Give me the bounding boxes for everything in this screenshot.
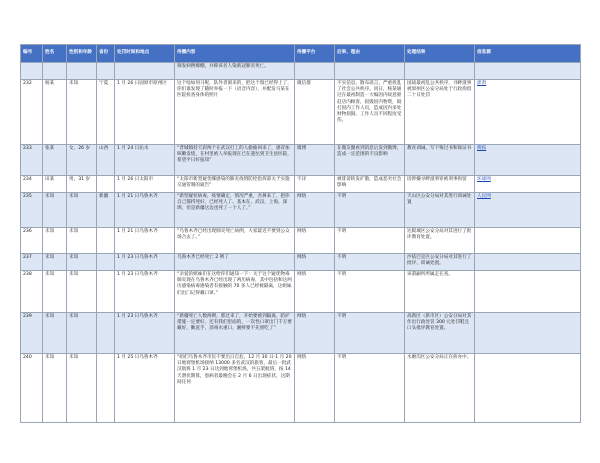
cell-consequence: 不实信息，散布谣言，严重扰乱了社会公共秩序。同日，杨某通过在最初制造一大编因内故意驱赶店内顾客，损毁因内物资，殴打因内工作人员，造成因内多处财物损毁、工作人员不同程度受伤。 — [335, 80, 405, 145]
cell-name: 田某 — [43, 176, 67, 193]
cell-result: 该莆嗣所所属走在查。 — [405, 271, 475, 313]
cell-consequence: 在微友圈看到消息后发到微博，造成一定范围的不良影响 — [335, 145, 405, 176]
cell-content: “乌鲁木齐已经出现肺炎死亡病例，大家最近不要到公众场合去了。” — [175, 228, 295, 254]
cell-time-place: 1 月 26 日固原市原州区 — [115, 80, 175, 145]
cell-platform: 网络 — [295, 354, 335, 423]
cell-province — [97, 228, 115, 254]
source-link[interactable]: 澎湃 — [475, 80, 581, 145]
cell-gender-age: 未知 — [67, 271, 97, 313]
source-link[interactable]: 搜狐 — [475, 145, 581, 176]
cell-source — [475, 271, 581, 313]
column-header-name: 姓名 — [43, 45, 67, 63]
cell-id: 238 — [21, 271, 43, 313]
cell-time-place: 1 月 21 日乌鲁木齐 — [115, 193, 175, 228]
cell-platform: 微信群 — [295, 80, 335, 145]
table-row — [21, 271, 581, 313]
column-header-result: 处理结果 — [405, 45, 475, 63]
cell-name: 未知 — [43, 313, 67, 354]
cell-content: “太阳市新型疑优哪感染的肺炎疫情防控指挥部关于实施交通管制的通告” — [175, 176, 295, 193]
cell-name: 未知 — [43, 254, 67, 271]
cell-gender-age: 未知 — [67, 228, 97, 254]
cell-province: 宁夏 — [97, 80, 115, 145]
cell-result — [405, 63, 475, 80]
source-link[interactable]: 环球网 — [475, 176, 581, 193]
cell-gender-age: 未知 — [67, 354, 97, 423]
cell-time-place: 1 月 26 日太阳市 — [115, 176, 175, 193]
cell-id: 234 — [21, 176, 43, 193]
cell-id: 236 — [21, 228, 43, 254]
cell-gender-age: 男，31 岁 — [67, 176, 97, 193]
cell-content: “新疆死亡人数两例，那过来了，开始要被到隔离，防护措施一定要好，还有我们里面的，一次性口罩出门千万要戴好，勤洗手，消毒水重口，湘鲜要不先别吃了” — [175, 313, 295, 354]
cell-time-place — [115, 63, 175, 80]
cell-content: “晋城镇持天彩两个在武汉打工的人偷偷回来了，感冒加咳嗽发烧，在村里被人举报现在已在遗往到卫生县医院，希望平日好报知” — [175, 145, 295, 176]
column-header-province: 省份 — [97, 45, 115, 63]
column-header-gender-age: 性别和年龄 — [67, 45, 97, 63]
source-link[interactable]: 人民网 — [475, 193, 581, 228]
table-row — [21, 145, 581, 176]
cell-result: 教育训诫，写下悔过书和保证书 — [405, 145, 475, 176]
cell-id: 235 — [21, 193, 43, 228]
cell-platform — [295, 63, 335, 80]
column-header-consequence: 后果、理由 — [335, 45, 405, 63]
cell-platform: 网络 — [295, 313, 335, 354]
cell-result: 沙依巴克区公安分局对其进行了批评、训诫处置。 — [405, 254, 475, 271]
cell-province: 新疆 — [97, 193, 115, 228]
table-row — [21, 313, 581, 354]
cell-platform: 网络 — [295, 228, 335, 254]
cell-platform: 网络 — [295, 271, 335, 313]
cell-consequence — [335, 63, 405, 80]
cell-name: 未知 — [43, 271, 67, 313]
cell-gender-age: 未知 — [67, 254, 97, 271]
cell-time-place: 1 月 21 日乌鲁木齐 — [115, 228, 175, 254]
column-header-id: 编号 — [21, 45, 43, 63]
cell-platform: 不详 — [295, 176, 335, 193]
table-header-row — [21, 45, 581, 63]
cell-content: 这个啥如何马呢，队外者洞来的，把这个瑞已经得上了，你们谁发现了随时举报一下（语音内容），并配发马某在医院检查身体的照片 — [175, 80, 295, 145]
cell-source — [475, 63, 581, 80]
cell-result: 水磨沟区公安分局正在侦办中。 — [405, 354, 475, 423]
records-table — [20, 44, 581, 423]
cell-platform: 网络 — [295, 193, 335, 228]
table-row — [21, 176, 581, 193]
cell-province — [97, 254, 115, 271]
cell-id: 232 — [21, 80, 43, 145]
cell-consequence: 不明 — [335, 271, 405, 313]
column-header-content: 传播内容 — [175, 45, 295, 63]
cell-content: “新型疑状病毒，疫情确定，情况严重，吾鼻来了，把你自己都捋死好，已经死人了。基本在，武汉，上海，深圳，但是新疆这边也死了一个人了。” — [175, 193, 295, 228]
column-header-time-place: 处罚时间和地点 — [115, 45, 175, 63]
cell-consequence: 不明 — [335, 354, 405, 423]
cell-gender-age: 未知 — [67, 313, 97, 354]
cell-province — [97, 176, 115, 193]
cell-result: 高新区（新市区）公安分局对其作出行政处罚 300 元处罚鞋且口头批评教育处置。 — [405, 313, 475, 354]
table-row — [21, 193, 581, 228]
cell-gender-age: 女，26 岁 — [67, 145, 97, 176]
cell-name: 张某 — [43, 145, 67, 176]
cell-platform: 网络 — [295, 254, 335, 271]
cell-id: 240 — [21, 354, 43, 423]
cell-id — [21, 63, 43, 80]
column-header-platform: 传播平台 — [295, 45, 335, 63]
cell-province: 山西 — [97, 145, 115, 176]
cell-name: 未知 — [43, 193, 67, 228]
cell-time-place: 1 月 23 日乌鲁木齐 — [115, 271, 175, 313]
cell-platform: 微博 — [295, 145, 335, 176]
cell-gender-age — [67, 63, 97, 80]
table-row — [21, 228, 581, 254]
cell-content: “咱们乌鲁木齐市民不要出日自危，12 月 30 日-1 月 20 日地窝堡机场接纳 13000 多名武汉的旅客，最后一批武汉航班 1 月 23 日达到地窝堡机场，共五架航班，按 14 天潜伏期算，患病者最晚会在 2 月 6 日出现症状，这期间任何 — [175, 354, 295, 423]
cell-gender-age: 未知 — [67, 80, 97, 145]
cell-time-place: 1 月 23 日乌鲁木齐 — [115, 254, 175, 271]
cell-name — [43, 63, 67, 80]
table-row-continuation — [21, 63, 581, 80]
cell-time-place: 1 月 25 日乌鲁木齐 — [115, 354, 175, 423]
cell-result: 国战最初乱公共秩序，寻衅滋事被原州区公安分局处于行政拘留二十日处罚 — [405, 80, 475, 145]
cell-time-place: 1 月 24 日沁水 — [115, 145, 175, 176]
cell-consequence: 被诽谤转发扩散，造成恶劣社会影响 — [335, 176, 405, 193]
cell-province — [97, 313, 115, 354]
cell-content: 频发病例爆棚，并称该名人染新冠肺炎死亡。 — [175, 63, 295, 80]
cell-source — [475, 254, 581, 271]
table-row — [21, 80, 581, 145]
cell-source — [475, 313, 581, 354]
cell-province — [97, 63, 115, 80]
table-row — [21, 354, 581, 423]
cell-result: 天山区公安分局对其进行训诫处置 — [405, 193, 475, 228]
cell-consequence: 不明 — [335, 228, 405, 254]
cell-province — [97, 354, 115, 423]
table-row — [21, 254, 581, 271]
cell-content: “亲爱的姐妹们在这给你们通知一下：关于这个疑优物毒肺炎现在乌鲁木齐已经出现了两历病毒，其中包括和这两历感染病毒感染者有接触的 70 多人已经被隔离，这姐妹们出门记得戴口罩。” — [175, 271, 295, 313]
cell-consequence: 不明 — [335, 254, 405, 271]
cell-id: 233 — [21, 145, 43, 176]
cell-time-place: 1 月 23 日乌鲁木齐 — [115, 313, 175, 354]
cell-id: 239 — [21, 313, 43, 354]
cell-result: 达阪城区公安分局对其进行了批评教育处置。 — [405, 228, 475, 254]
cell-name: 未知 — [43, 354, 67, 423]
cell-province — [97, 271, 115, 313]
cell-content: 乌鲁木齐已经死亡 2 例了 — [175, 254, 295, 271]
cell-consequence: 不明 — [335, 193, 405, 228]
cell-source — [475, 354, 581, 423]
cell-gender-age: 未知 — [67, 193, 97, 228]
cell-consequence: 不明 — [335, 313, 405, 354]
cell-id: 237 — [21, 254, 43, 271]
cell-name: 未知 — [43, 228, 67, 254]
cell-name: 杨某 — [43, 80, 67, 145]
cell-source — [475, 228, 581, 254]
column-header-source: 信息源 — [475, 45, 581, 63]
cell-result: 因涉嫌寻衅滋事罪被刑事拘留 — [405, 176, 475, 193]
